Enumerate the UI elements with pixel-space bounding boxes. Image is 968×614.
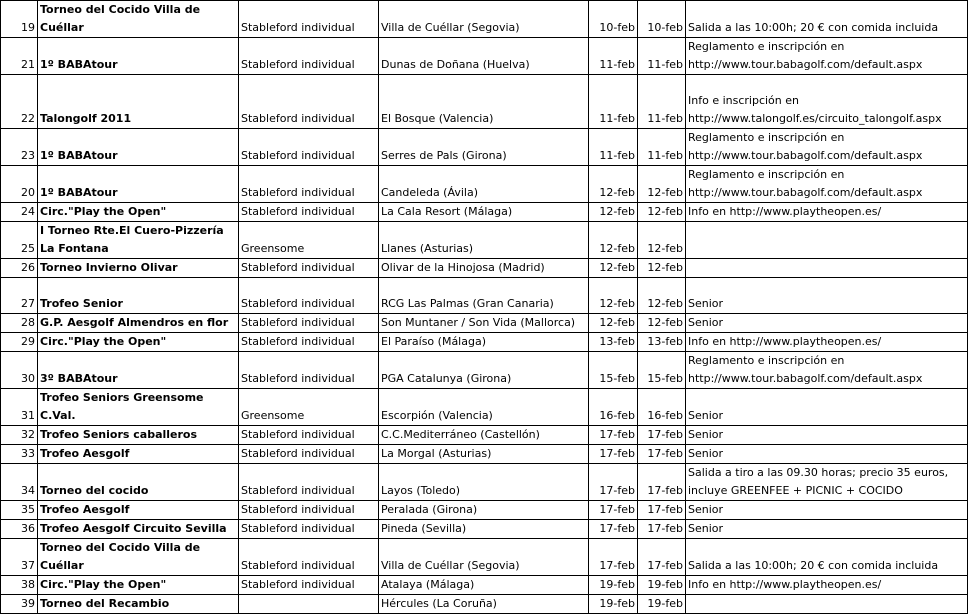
info-cell[interactable]: Senior xyxy=(686,314,968,333)
row-number-cell[interactable]: 30 xyxy=(1,352,38,389)
venue-cell[interactable]: Villa de Cuéllar (Segovia) xyxy=(379,1,589,38)
end-date-cell[interactable]: 11-feb xyxy=(638,75,686,129)
row-number-cell[interactable]: 23 xyxy=(1,129,38,166)
end-date-cell[interactable]: 10-feb xyxy=(638,1,686,38)
start-date-cell[interactable]: 17-feb xyxy=(589,501,638,520)
venue-cell[interactable]: El Bosque (Valencia) xyxy=(379,75,589,129)
tournament-name-cell[interactable]: Trofeo Senior xyxy=(38,278,239,314)
table-row xyxy=(1,595,968,614)
tournament-name-cell[interactable]: Trofeo Aesgolf xyxy=(38,501,239,520)
start-date-cell[interactable]: 16-feb xyxy=(589,389,638,426)
start-date-cell[interactable]: 11-feb xyxy=(589,75,638,129)
tournament-name-cell[interactable]: 1º BABAtour xyxy=(38,129,239,166)
format-cell[interactable]: Stableford individual xyxy=(239,203,379,222)
tournament-name-cell[interactable]: Torneo del cocido xyxy=(38,464,239,501)
row-number-cell[interactable]: 28 xyxy=(1,314,38,333)
table-row xyxy=(1,129,968,166)
end-date-cell[interactable]: 15-feb xyxy=(638,352,686,389)
row-number-cell[interactable]: 32 xyxy=(1,426,38,445)
end-date-cell[interactable]: 11-feb xyxy=(638,38,686,75)
row-number-cell[interactable]: 36 xyxy=(1,520,38,539)
info-cell[interactable] xyxy=(686,595,968,614)
start-date-cell[interactable]: 17-feb xyxy=(589,539,638,576)
format-cell[interactable]: Stableford individual xyxy=(239,75,379,129)
format-cell[interactable]: Greensome xyxy=(239,389,379,426)
table-row xyxy=(1,1,968,38)
row-number-cell[interactable]: 24 xyxy=(1,203,38,222)
tournament-name-cell[interactable]: Trofeo Aesgolf xyxy=(38,445,239,464)
table-row xyxy=(1,203,968,222)
table-row xyxy=(1,222,968,259)
table-row xyxy=(1,38,968,75)
start-date-cell[interactable]: 13-feb xyxy=(589,333,638,352)
start-date-cell[interactable]: 11-feb xyxy=(589,38,638,75)
row-number-cell[interactable]: 20 xyxy=(1,166,38,203)
table-row xyxy=(1,576,968,595)
info-cell[interactable]: Senior xyxy=(686,445,968,464)
info-cell[interactable]: Senior xyxy=(686,426,968,445)
venue-cell[interactable]: Villa de Cuéllar (Segovia) xyxy=(379,539,589,576)
end-date-cell[interactable]: 12-feb xyxy=(638,259,686,278)
table-row xyxy=(1,166,968,203)
end-date-cell[interactable]: 13-feb xyxy=(638,333,686,352)
start-date-cell[interactable]: 15-feb xyxy=(589,352,638,389)
row-number-cell[interactable]: 26 xyxy=(1,259,38,278)
row-number-cell[interactable]: 27 xyxy=(1,278,38,314)
tournament-name-cell[interactable]: Torneo del Recambio xyxy=(38,595,239,614)
end-date-cell[interactable]: 17-feb xyxy=(638,464,686,501)
start-date-cell[interactable]: 19-feb xyxy=(589,576,638,595)
format-cell[interactable]: Stableford individual xyxy=(239,576,379,595)
row-number-cell[interactable]: 38 xyxy=(1,576,38,595)
venue-cell[interactable]: Layos (Toledo) xyxy=(379,464,589,501)
format-cell[interactable]: Stableford individual xyxy=(239,501,379,520)
info-cell[interactable]: Info en http://www.playtheopen.es/ xyxy=(686,333,968,352)
tournament-name-cell[interactable]: Circ."Play the Open" xyxy=(38,333,239,352)
row-number-cell[interactable]: 34 xyxy=(1,464,38,501)
info-cell[interactable]: Info en http://www.playtheopen.es/ xyxy=(686,203,968,222)
venue-cell[interactable]: Dunas de Doñana (Huelva) xyxy=(379,38,589,75)
venue-cell[interactable]: Serres de Pals (Girona) xyxy=(379,129,589,166)
tournament-name-cell[interactable]: Trofeo Aesgolf Circuito Sevilla xyxy=(38,520,239,539)
tournament-name-cell[interactable]: Talongolf 2011 xyxy=(38,75,239,129)
info-cell[interactable]: Reglamento e inscripción en http://www.tour.babagolf.com/default.aspx xyxy=(686,166,968,203)
table-row xyxy=(1,520,968,539)
info-cell[interactable]: Senior xyxy=(686,501,968,520)
info-cell[interactable]: Senior xyxy=(686,278,968,314)
start-date-cell[interactable]: 11-feb xyxy=(589,129,638,166)
venue-cell[interactable]: El Paraíso (Málaga) xyxy=(379,333,589,352)
start-date-cell[interactable]: 12-feb xyxy=(589,259,638,278)
venue-cell[interactable]: Son Muntaner / Son Vida (Mallorca) xyxy=(379,314,589,333)
tournament-name-cell[interactable]: Circ."Play the Open" xyxy=(38,203,239,222)
info-cell[interactable]: Senior xyxy=(686,389,968,426)
tournament-name-cell[interactable]: G.P. Aesgolf Almendros en flor xyxy=(38,314,239,333)
end-date-cell[interactable]: 17-feb xyxy=(638,426,686,445)
start-date-cell[interactable]: 17-feb xyxy=(589,520,638,539)
info-cell[interactable]: Salida a las 10:00h; 20 € con comida incluida xyxy=(686,1,968,38)
end-date-cell[interactable]: 19-feb xyxy=(638,576,686,595)
table-row xyxy=(1,259,968,278)
format-cell[interactable]: Stableford individual xyxy=(239,1,379,38)
end-date-cell[interactable]: 11-feb xyxy=(638,129,686,166)
info-cell[interactable] xyxy=(686,259,968,278)
end-date-cell[interactable]: 12-feb xyxy=(638,203,686,222)
info-cell[interactable]: Reglamento e inscripción en http://www.tour.babagolf.com/default.aspx xyxy=(686,38,968,75)
venue-cell[interactable]: C.C.Mediterráneo (Castellón) xyxy=(379,426,589,445)
row-number-cell[interactable]: 31 xyxy=(1,389,38,426)
tournament-name-cell[interactable]: 3º BABAtour xyxy=(38,352,239,389)
tournament-name-cell[interactable]: Trofeo Seniors Greensome C.Val. xyxy=(38,389,239,426)
row-number-cell[interactable]: 22 xyxy=(1,75,38,129)
table-body xyxy=(1,1,968,614)
row-number-cell[interactable]: 25 xyxy=(1,222,38,259)
row-number-cell[interactable]: 33 xyxy=(1,445,38,464)
format-cell[interactable]: Greensome xyxy=(239,222,379,259)
format-cell[interactable]: Stableford individual xyxy=(239,539,379,576)
info-cell[interactable] xyxy=(686,222,968,259)
format-cell[interactable]: Stableford individual xyxy=(239,314,379,333)
end-date-cell[interactable]: 17-feb xyxy=(638,539,686,576)
row-number-cell[interactable]: 29 xyxy=(1,333,38,352)
venue-cell[interactable]: Hércules (La Coruña) xyxy=(379,595,589,614)
info-cell[interactable]: Info e inscripción en http://www.talongolf.es/circuito_talongolf.aspx xyxy=(686,75,968,129)
tournament-name-cell[interactable]: Torneo del Cocido Villa de Cuéllar xyxy=(38,1,239,38)
end-date-cell[interactable]: 12-feb xyxy=(638,222,686,259)
format-cell[interactable]: Stableford individual xyxy=(239,333,379,352)
table-row xyxy=(1,426,968,445)
info-cell[interactable]: Salida a tiro a las 09.30 horas; precio 35 euros, incluye GREENFEE + PICNIC + COCIDO xyxy=(686,464,968,501)
start-date-cell[interactable]: 12-feb xyxy=(589,166,638,203)
format-cell[interactable]: Stableford individual xyxy=(239,445,379,464)
start-date-cell[interactable]: 12-feb xyxy=(589,203,638,222)
table-row xyxy=(1,75,968,129)
end-date-cell[interactable]: 12-feb xyxy=(638,314,686,333)
format-cell[interactable]: Stableford individual xyxy=(239,352,379,389)
end-date-cell[interactable]: 12-feb xyxy=(638,166,686,203)
row-number-cell[interactable]: 35 xyxy=(1,501,38,520)
tournament-name-cell[interactable]: Circ."Play the Open" xyxy=(38,576,239,595)
end-date-cell[interactable]: 17-feb xyxy=(638,520,686,539)
format-cell[interactable]: Stableford individual xyxy=(239,426,379,445)
venue-cell[interactable]: RCG Las Palmas (Gran Canaria) xyxy=(379,278,589,314)
start-date-cell[interactable]: 17-feb xyxy=(589,445,638,464)
venue-cell[interactable]: Pineda (Sevilla) xyxy=(379,520,589,539)
table-row xyxy=(1,445,968,464)
info-cell[interactable]: Salida a las 10:00h; 20 € con comida incluida xyxy=(686,539,968,576)
table-row xyxy=(1,389,968,426)
start-date-cell[interactable]: 17-feb xyxy=(589,426,638,445)
row-number-cell[interactable]: 19 xyxy=(1,1,38,38)
tournament-name-cell[interactable]: Torneo del Cocido Villa de Cuéllar xyxy=(38,539,239,576)
venue-cell[interactable]: La Cala Resort (Málaga) xyxy=(379,203,589,222)
tournament-name-cell[interactable]: Trofeo Seniors caballeros xyxy=(38,426,239,445)
start-date-cell[interactable]: 19-feb xyxy=(589,595,638,614)
venue-cell[interactable]: Peralada (Girona) xyxy=(379,501,589,520)
tournament-name-cell[interactable]: 1º BABAtour xyxy=(38,166,239,203)
start-date-cell[interactable]: 12-feb xyxy=(589,314,638,333)
start-date-cell[interactable]: 12-feb xyxy=(589,278,638,314)
end-date-cell[interactable]: 19-feb xyxy=(638,595,686,614)
row-number-cell[interactable]: 39 xyxy=(1,595,38,614)
start-date-cell[interactable]: 10-feb xyxy=(589,1,638,38)
format-cell[interactable]: Stableford individual xyxy=(239,464,379,501)
table-row xyxy=(1,539,968,576)
table-row xyxy=(1,314,968,333)
row-number-cell[interactable]: 37 xyxy=(1,539,38,576)
tournament-name-cell[interactable]: I Torneo Rte.El Cuero-Pizzería La Fontana xyxy=(38,222,239,259)
format-cell[interactable]: Stableford individual xyxy=(239,520,379,539)
info-cell[interactable]: Reglamento e inscripción en http://www.tour.babagolf.com/default.aspx xyxy=(686,129,968,166)
table-row xyxy=(1,464,968,501)
row-number-cell[interactable]: 21 xyxy=(1,38,38,75)
venue-cell[interactable]: Escorpión (Valencia) xyxy=(379,389,589,426)
table-row xyxy=(1,278,968,314)
venue-cell[interactable]: Atalaya (Málaga) xyxy=(379,576,589,595)
format-cell[interactable]: Stableford individual xyxy=(239,259,379,278)
venue-cell[interactable]: Candeleda (Ávila) xyxy=(379,166,589,203)
end-date-cell[interactable]: 16-feb xyxy=(638,389,686,426)
format-cell[interactable] xyxy=(239,595,379,614)
format-cell[interactable]: Stableford individual xyxy=(239,129,379,166)
format-cell[interactable]: Stableford individual xyxy=(239,166,379,203)
end-date-cell[interactable]: 17-feb xyxy=(638,445,686,464)
venue-cell[interactable]: Llanes (Asturias) xyxy=(379,222,589,259)
table-row xyxy=(1,501,968,520)
format-cell[interactable]: Stableford individual xyxy=(239,38,379,75)
start-date-cell[interactable]: 12-feb xyxy=(589,222,638,259)
venue-cell[interactable]: PGA Catalunya (Girona) xyxy=(379,352,589,389)
tournament-name-cell[interactable]: Torneo Invierno Olivar xyxy=(38,259,239,278)
info-cell[interactable]: Reglamento e inscripción en http://www.tour.babagolf.com/default.aspx xyxy=(686,352,968,389)
table-row xyxy=(1,352,968,389)
tournament-name-cell[interactable]: 1º BABAtour xyxy=(38,38,239,75)
end-date-cell[interactable]: 12-feb xyxy=(638,278,686,314)
info-cell[interactable]: Senior xyxy=(686,520,968,539)
venue-cell[interactable]: La Morgal (Asturias) xyxy=(379,445,589,464)
info-cell[interactable]: Info en http://www.playtheopen.es/ xyxy=(686,576,968,595)
start-date-cell[interactable]: 17-feb xyxy=(589,464,638,501)
format-cell[interactable]: Stableford individual xyxy=(239,278,379,314)
end-date-cell[interactable]: 17-feb xyxy=(638,501,686,520)
venue-cell[interactable]: Olivar de la Hinojosa (Madrid) xyxy=(379,259,589,278)
table-row xyxy=(1,333,968,352)
